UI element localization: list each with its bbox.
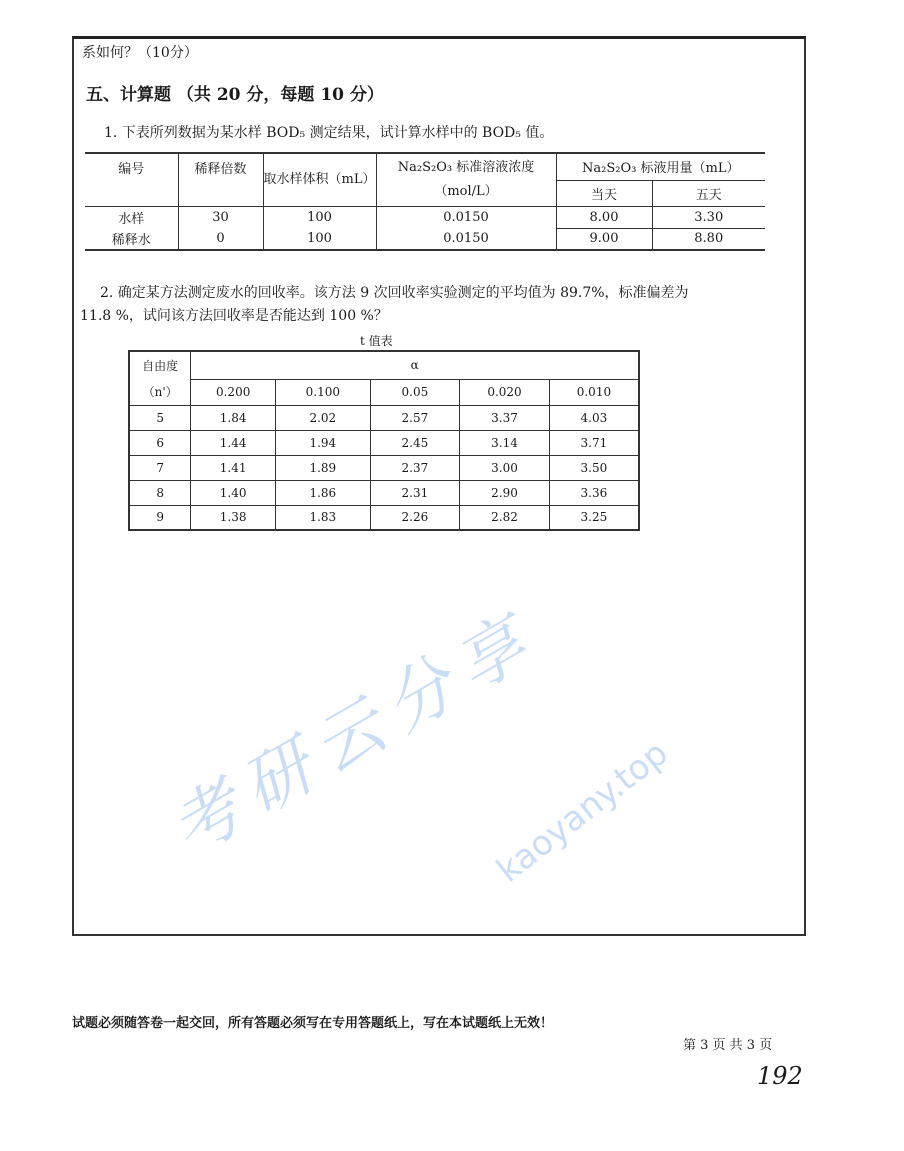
- table-row: [85, 206, 765, 228]
- header-usage: Na₂S₂O₃ 标液用量（mL）: [556, 153, 765, 180]
- subheader-day0: 当天: [556, 180, 652, 206]
- question-2-line1: 2. 确定某方法测定废水的回收率。该方法 9 次回收率实验测定的平均值为 89.7%，标准偏差为: [100, 285, 689, 301]
- watermark-chinese: 考研云分享: [157, 597, 553, 872]
- cell: 2.02: [276, 405, 371, 430]
- cell: 0.0150: [376, 228, 556, 250]
- cell: 30: [178, 206, 263, 228]
- cell: 3.36: [549, 480, 639, 505]
- cell: 3.71: [549, 430, 639, 455]
- bod5-table: [85, 152, 765, 251]
- cell: 6: [129, 430, 191, 455]
- cell: 2.57: [370, 405, 460, 430]
- header-dilution: 稀释倍数: [178, 153, 263, 206]
- cell: 2.82: [460, 505, 550, 530]
- cell: 5: [129, 405, 191, 430]
- table-row: [129, 480, 639, 505]
- table-row: [129, 430, 639, 455]
- cell: 1.86: [276, 480, 371, 505]
- cell: 0: [178, 228, 263, 250]
- question-1-text: 1. 下表所列数据为某水样 BOD₅ 测定结果，试计算水样中的 BOD₅ 值。: [104, 125, 554, 141]
- alpha-value: 0.05: [370, 379, 460, 405]
- cell: 水样: [85, 206, 178, 228]
- table-row: [129, 405, 639, 430]
- cell: 3.37: [460, 405, 550, 430]
- footer-notice: 试题必须随答卷一起交回，所有答题必须写在专用答题纸上，写在本试题纸上无效！: [72, 1016, 554, 1031]
- previous-question-tail: 系如何？（10分）: [82, 45, 198, 61]
- cell: 3.00: [460, 455, 550, 480]
- alpha-value: 0.010: [549, 379, 639, 405]
- cell: 100: [263, 228, 376, 250]
- section-title: 五、计算题 （共 20 分，每题 10 分）: [86, 85, 384, 105]
- alpha-value: 0.020: [460, 379, 550, 405]
- cell: 1.84: [191, 405, 276, 430]
- cell: 8.00: [556, 206, 652, 228]
- handwritten-number: 192: [757, 1062, 803, 1090]
- cell: 1.89: [276, 455, 371, 480]
- header-concentration: Na₂S₂O₃ 标准溶液浓度（mol/L）: [376, 153, 556, 206]
- cell: 8: [129, 480, 191, 505]
- cell: 2.37: [370, 455, 460, 480]
- cell: 1.83: [276, 505, 371, 530]
- question-2-line2: 11.8 %，试问该方法回收率是否能达到 100 %？: [80, 308, 388, 324]
- cell: 3.25: [549, 505, 639, 530]
- table-row: [85, 228, 765, 250]
- table-row: [129, 505, 639, 530]
- t-table-title: t 值表: [360, 334, 393, 348]
- cell: 4.03: [549, 405, 639, 430]
- alpha-header: α: [191, 351, 639, 379]
- subheader-day5: 五天: [652, 180, 765, 206]
- cell: 2.31: [370, 480, 460, 505]
- cell: 1.44: [191, 430, 276, 455]
- cell: 100: [263, 206, 376, 228]
- cell: 1.38: [191, 505, 276, 530]
- cell: 3.50: [549, 455, 639, 480]
- watermark-url: kaoyany.top: [489, 732, 676, 891]
- page-number: 第 3 页 共 3 页: [683, 1038, 773, 1053]
- table-row: [129, 455, 639, 480]
- cell: 7: [129, 455, 191, 480]
- cell: 2.90: [460, 480, 550, 505]
- cell: 9.00: [556, 228, 652, 250]
- dof-header-n: （n'）: [129, 379, 191, 405]
- cell: 9: [129, 505, 191, 530]
- cell: 3.30: [652, 206, 765, 228]
- cell: 稀释水: [85, 228, 178, 250]
- cell: 3.14: [460, 430, 550, 455]
- cell: 8.80: [652, 228, 765, 250]
- cell: 0.0150: [376, 206, 556, 228]
- dof-header: 自由度: [129, 351, 191, 379]
- t-value-table: [128, 350, 640, 531]
- cell: 1.94: [276, 430, 371, 455]
- header-volume: 取水样体积（mL）: [263, 153, 376, 206]
- alpha-value: 0.100: [276, 379, 371, 405]
- cell: 1.40: [191, 480, 276, 505]
- cell: 2.26: [370, 505, 460, 530]
- cell: 1.41: [191, 455, 276, 480]
- cell: 2.45: [370, 430, 460, 455]
- header-id: 编号: [85, 153, 178, 206]
- alpha-value: 0.200: [191, 379, 276, 405]
